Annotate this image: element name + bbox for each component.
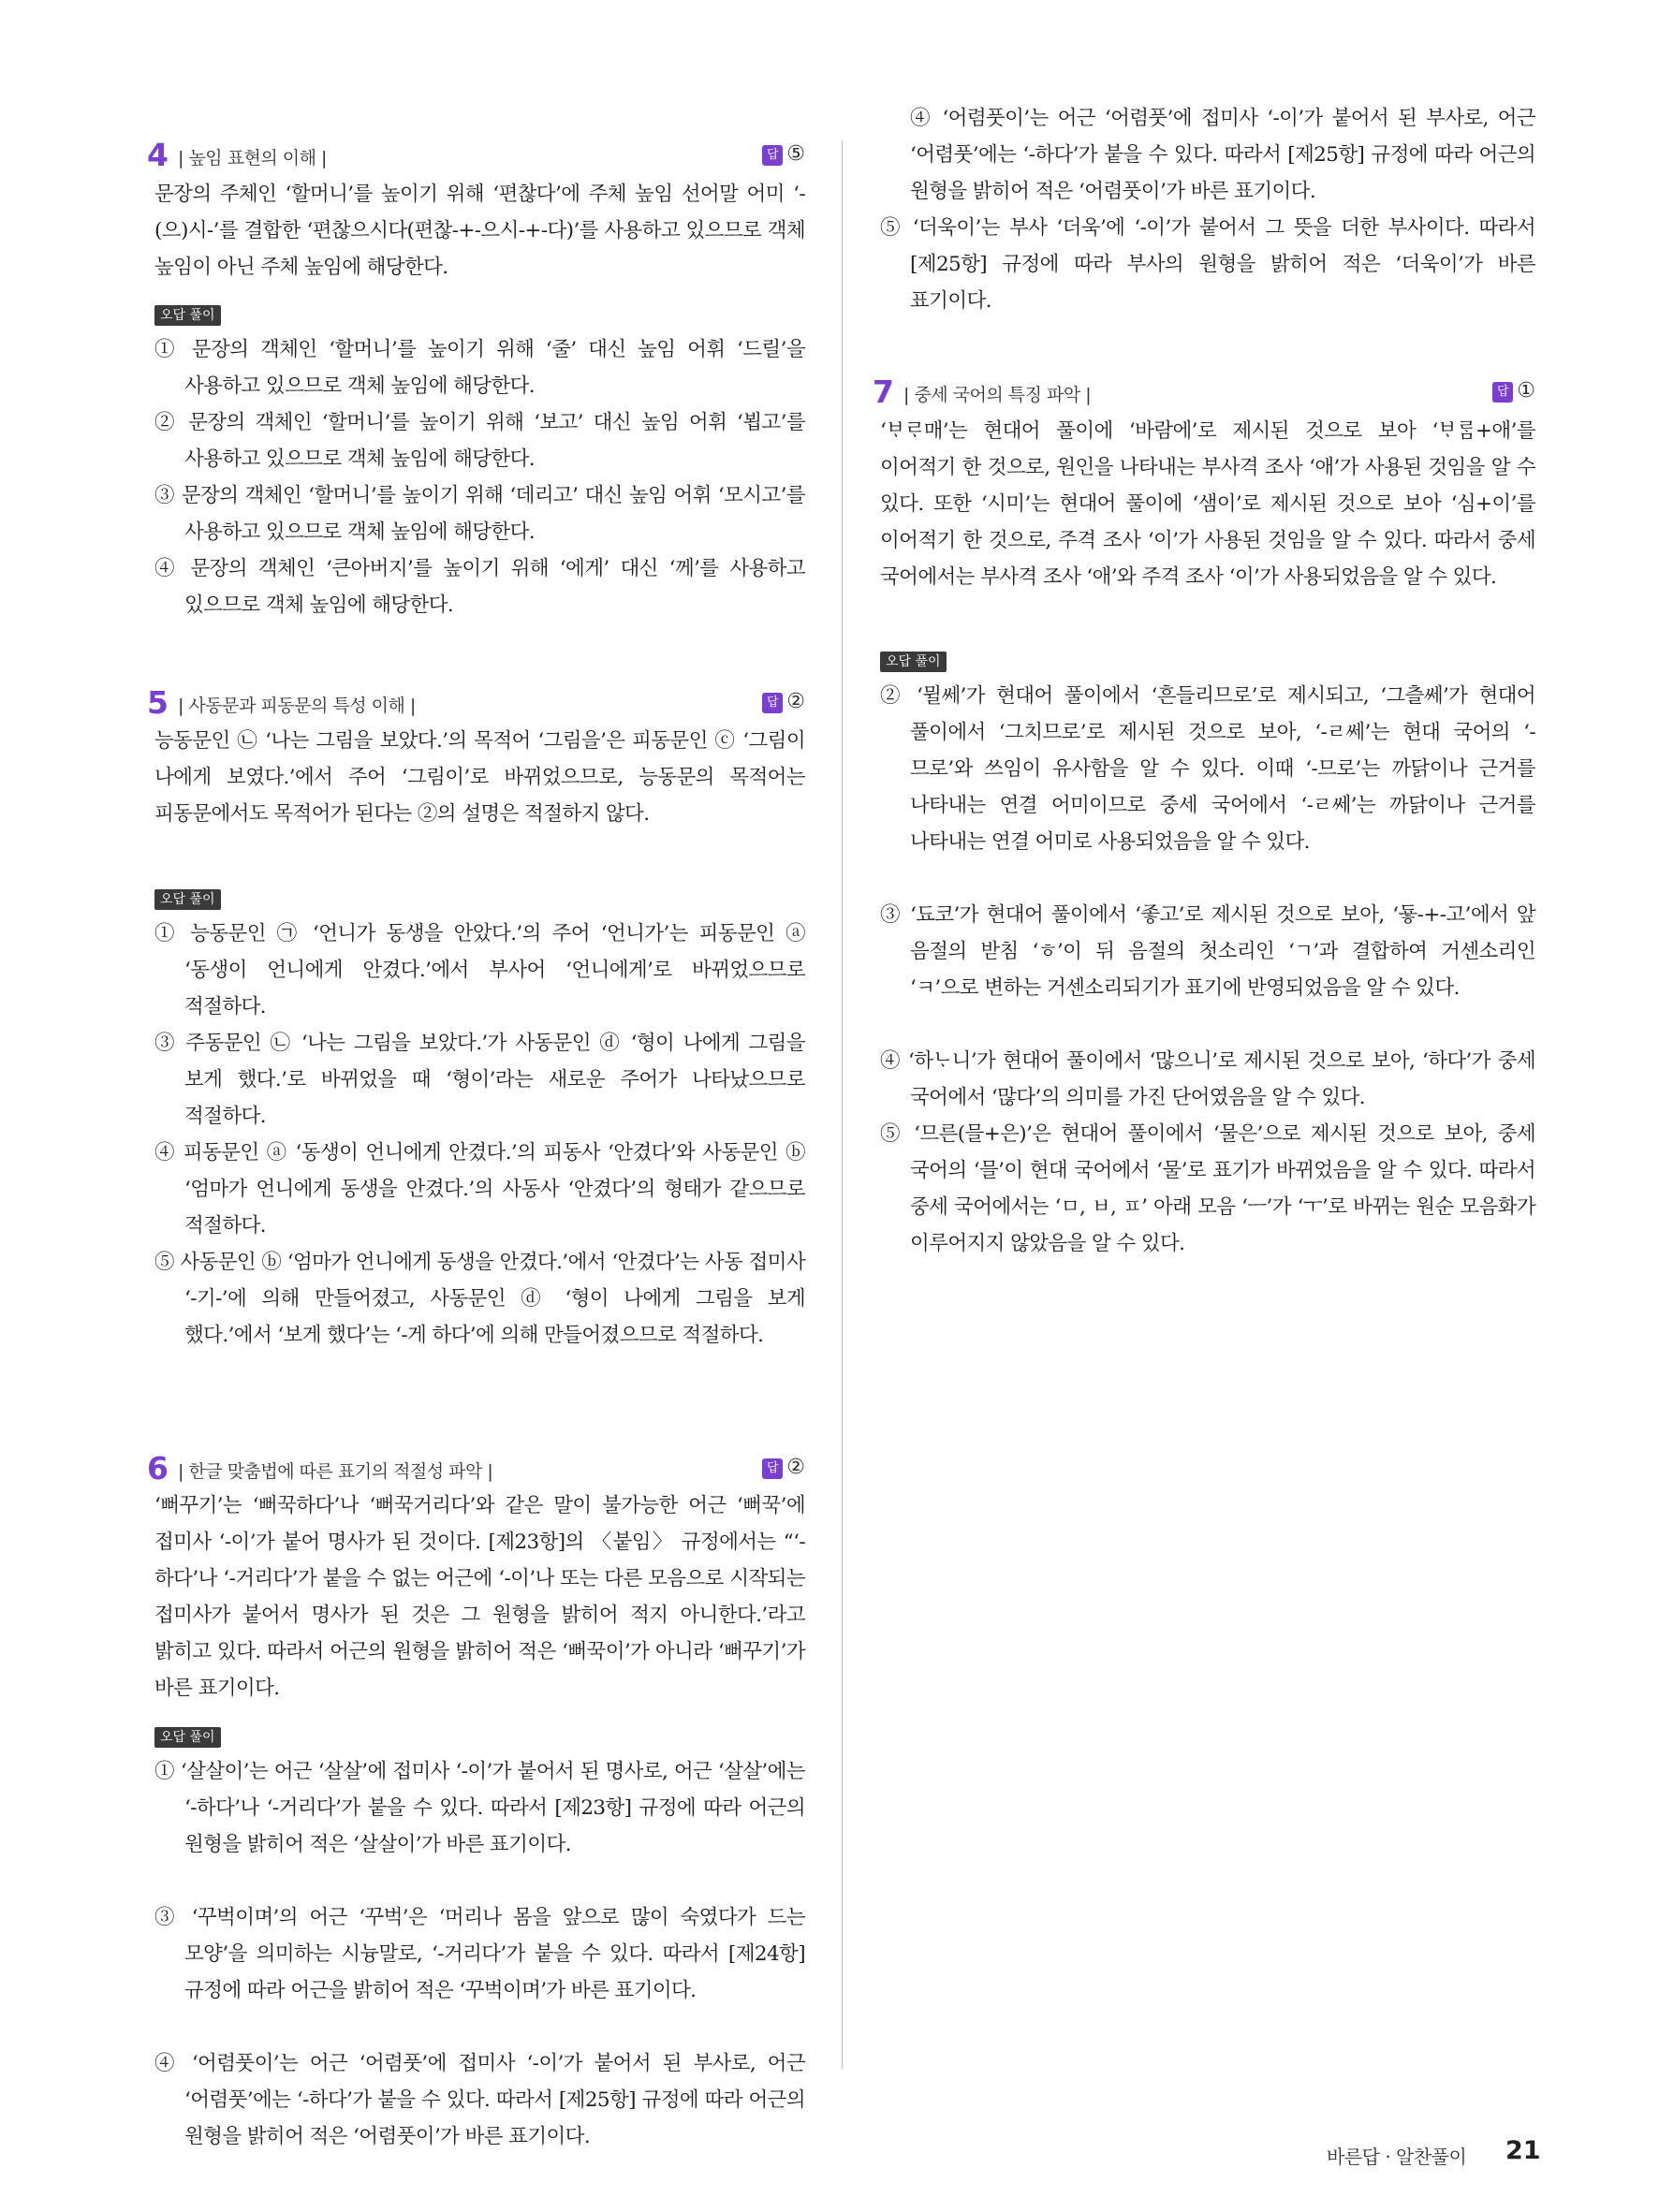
list-item: ④ ‘하ᄂᆞ니’가 현대어 풀이에서 ‘많으니’로 제시된 것으로 보아, ‘하다’가 중세 국어에서 ‘많다’의 의미를 가진 단어였음을 알 수 있다. [880,1049,1535,1109]
column-divider [842,140,843,2069]
list-item: ③ 문장의 객체인 ‘할머니’를 높이기 위해 ‘데리고’ 대신 높임 어휘 ‘모시고’를 사용하고 있으므로 객체 높임에 해당한다. [154,484,805,544]
list-item: ② 문장의 객체인 ‘할머니’를 높이기 위해 ‘보고’ 대신 높임 어휘 ‘뵙고’를 사용하고 있으므로 객체 높임에 해당한다. [154,411,805,471]
question-number: 6 [147,1450,169,1487]
question-4-explanation: 문장의 주체인 ‘할머니’를 높이기 위해 ‘편찮다’에 주체 높임 선어말 어미 ‘-(으)시-’를 결합한 ‘편찮으시다(편찮-+-으시-+-다)’를 사용하고 있으므로 객체 높임이 아닌 주체 높임에 해당한다. [154,183,805,279]
list-item: ③ ‘꾸벅이며’의 어근 ‘꾸벅’은 ‘머리나 몸을 앞으로 많이 숙였다가 드는 모양’을 의미하는 시늉말로, ‘-거리다’가 붙을 수 있다. 따라서 [제24항] 규정에 따라 어근을 밝히어 적은 ‘꾸벅이며’가 바른 표기이다. [154,1906,805,2002]
list-item: ④ ‘어렴풋이’는 어근 ‘어렴풋’에 접미사 ‘-이’가 붙어서 된 부사로, 어근 ‘어렴풋’에는 ‘-하다’가 붙을 수 있다. 따라서 [제25항] 규정에 따라 어근의 원형을 밝히어 적은 ‘어렴풋이’가 바른 표기이다. [154,2052,805,2148]
footer-label: 바른답 · 알찬풀이 [1327,2146,1467,2168]
answer-badge [762,690,805,713]
answer-icon: 답 [1492,382,1513,403]
list-item: ① 문장의 객체인 ‘할머니’를 높이기 위해 ‘줄’ 대신 높임 어휘 ‘드릴’을 사용하고 있으므로 객체 높임에 해당한다. [154,338,805,398]
question-number: 7 [873,374,894,410]
answer-icon: 답 [762,1458,783,1479]
question-number: 5 [147,684,169,721]
question-6-explanation: ‘뻐꾸기’는 ‘뻐꾹하다’나 ‘뻐꾹거리다’와 같은 말이 불가능한 어근 ‘뻐꾹’에 접미사 ‘-이’가 붙어 명사가 된 것이다. [제23항]의 〈붙임〉 규정에서는 “‘-하다’나 ‘-거리다’가 붙을 수 없는 어근에 ‘-이’나 또는 다른 모음으로 시작되는 접미사가 붙어서 명사가 된 것은 그 원형을 밝히어 적지 아니한다.’라고 밝히고 있다. 따라서 어근의 원형을 밝히어 적은 ‘뻐꾹이’가 아니라 ‘뻐꾸기’가 바른 표기이다. [154,1494,805,1700]
answer-badge [762,1456,805,1479]
question-number: 4 [147,137,169,173]
answer-icon: 답 [762,145,783,166]
list-item: ⑤ 사동문인 ⓑ ‘엄마가 언니에게 동생을 안겼다.’에서 ‘안겼다’는 사동 접미사 ‘-기-’에 의해 만들어졌고, 사동문인 ⓓ ‘형이 나에게 그림을 보게 했다.’에서 ‘보게 했다’는 ‘-게 하다’에 의해 만들어졌으므로 적절하다. [154,1251,805,1347]
answer-value: ② [786,1456,805,1479]
question-5-header [147,684,805,727]
question-title: | 사동문과 피동문의 특성 이해 | [178,696,416,716]
list-item-continued-text: ④ ‘어렴풋이’는 어근 ‘어렴풋’에 접미사 ‘-이’가 붙어서 된 부사로, 어근 ‘어렴풋’에는 ‘-하다’가 붙을 수 있다. 따라서 [제25항] 규정에 따라 어근의 원형을 밝히어 적은 ‘어렴풋이’가 바른 표기이다. [910,107,1535,203]
list-item: ① 능동문인 ㉠ ‘언니가 동생을 안았다.’의 주어 ‘언니가’는 피동문인 ⓐ ‘동생이 언니에게 안겼다.’에서 부사어 ‘언니에게’로 바뀌었으므로 적절하다. [154,922,805,1018]
question-title: | 중세 국어의 특징 파악 | [903,385,1092,405]
list-item: ④ 피동문인 ⓐ ‘동생이 언니에게 안겼다.’의 피동사 ‘안겼다’와 사동문인 ⓑ ‘엄마가 언니에게 동생을 안겼다.’의 사동사 ‘안겼다’의 형태가 같으므로 적절하다. [154,1141,805,1238]
answer-icon: 답 [762,693,783,713]
list-item: ③ ‘됴코’가 현대어 풀이에서 ‘좋고’로 제시된 것으로 보아, ‘둏-+-고’에서 앞 음절의 받침 ‘ㅎ’이 뒤 음절의 첫소리인 ‘ㄱ’과 결합하여 거센소리인 ‘ㅋ’으로 변하는 거센소리되기가 표기에 반영되었음을 알 수 있다. [880,903,1535,1000]
page-number: 21 [1505,2136,1541,2165]
answer-value: ② [786,690,805,713]
answer-badge [762,142,805,166]
question-title: | 높임 표현의 이해 | [178,148,327,168]
answer-value: ① [1517,379,1535,403]
list-item: ⑤ ‘므른(믈+은)’은 현대어 풀이에서 ‘물은’으로 제시된 것으로 보아, 중세 국어의 ‘믈’이 현대 국어에서 ‘물’로 표기가 바뀌었음을 알 수 있다. 따라서 중세 국어에서는 ‘ㅁ, ㅂ, ㅍ’ 아래 모음 ‘ㅡ’가 ‘ㅜ’로 바뀌는 원순 모음화가 이루어지지 않았음을 알 수 있다. [880,1122,1535,1255]
answer-badge [1492,379,1535,403]
wrong-answer-label: 오답 풀이 [154,305,221,326]
question-7-header [873,374,1535,417]
wrong-answer-label: 오답 풀이 [154,1727,221,1748]
question-4-header [147,137,805,180]
list-item: ② ‘뮐쎄’가 현대어 풀이에서 ‘흔들리므로’로 제시되고, ‘그츨쎄’가 현대어 풀이에서 ‘그치므로’로 제시된 것으로 보아, ‘-ㄹ쎄’는 현대 국어의 ‘-므로’와 쓰임이 유사함을 알 수 있다. 이때 ‘-므로’는 까닭이나 근거를 나타내는 연결 어미이므로 중세 국어에서 ‘-ㄹ쎄’는 까닭이나 근거를 나타내는 연결 어미로 사용되었음을 알 수 있다. [880,684,1535,854]
list-item: ④ 문장의 객체인 ‘큰아버지’를 높이기 위해 ‘에게’ 대신 ‘께’를 사용하고 있으므로 객체 높임에 해당한다. [154,557,805,617]
wrong-answer-label: 오답 풀이 [880,652,947,672]
question-5-explanation: 능동문인 ㉡ ‘나는 그림을 보았다.’의 목적어 ‘그림을’은 피동문인 ⓒ ‘그림이 나에게 보였다.’에서 주어 ‘그림이’로 바뀌었으므로, 능동문의 목적어는 피동문에서도 목적어가 된다는 ②의 설명은 적절하지 않다. [154,729,805,826]
answer-value: ⑤ [786,142,805,166]
list-item: ① ‘살살이’는 어근 ‘살살’에 접미사 ‘-이’가 붙어서 된 명사로, 어근 ‘살살’에는 ‘-하다’나 ‘-거리다’가 붙을 수 있다. 따라서 [제23항] 규정에 따라 어근의 원형을 밝히어 적은 ‘살살이’가 바른 표기이다. [154,1760,805,1856]
question-7-explanation: ‘ᄇᆞᄅᆞ매’는 현대어 풀이에 ‘바람에’로 제시된 것으로 보아 ‘ᄇᆞᄅᆞᆷ+애’를 이어적기 한 것으로, 원인을 나타내는 부사격 조사 ‘애’가 사용된 것임을 알 수 있다. 또한 ‘시미’는 현대어 풀이에 ‘샘이’로 제시된 것으로 보아 ‘심+이’를 이어적기 한 것으로, 주격 조사 ‘이’가 사용된 것임을 알 수 있다. 따라서 중세 국어에서는 부사격 조사 ‘애’와 주격 조사 ‘이’가 사용되었음을 알 수 있다. [880,419,1535,589]
list-item: ⑤ ‘더욱이’는 부사 ‘더욱’에 ‘-이’가 붙어서 그 뜻을 더한 부사이다. 따라서 [제25항] 규정에 따라 부사의 원형을 밝히어 적은 ‘더욱이’가 바른 표기이다. [880,216,1535,313]
question-title: | 한글 맞춤법에 따른 표기의 적절성 파악 | [178,1461,493,1482]
wrong-answer-label: 오답 풀이 [154,889,221,910]
list-item: ③ 주동문인 ㉡ ‘나는 그림을 보았다.’가 사동문인 ⓓ ‘형이 나에게 그림을 보게 했다.’로 바뀌었을 때 ‘형이’라는 새로운 주어가 나타났으므로 적절하다. [154,1032,805,1128]
